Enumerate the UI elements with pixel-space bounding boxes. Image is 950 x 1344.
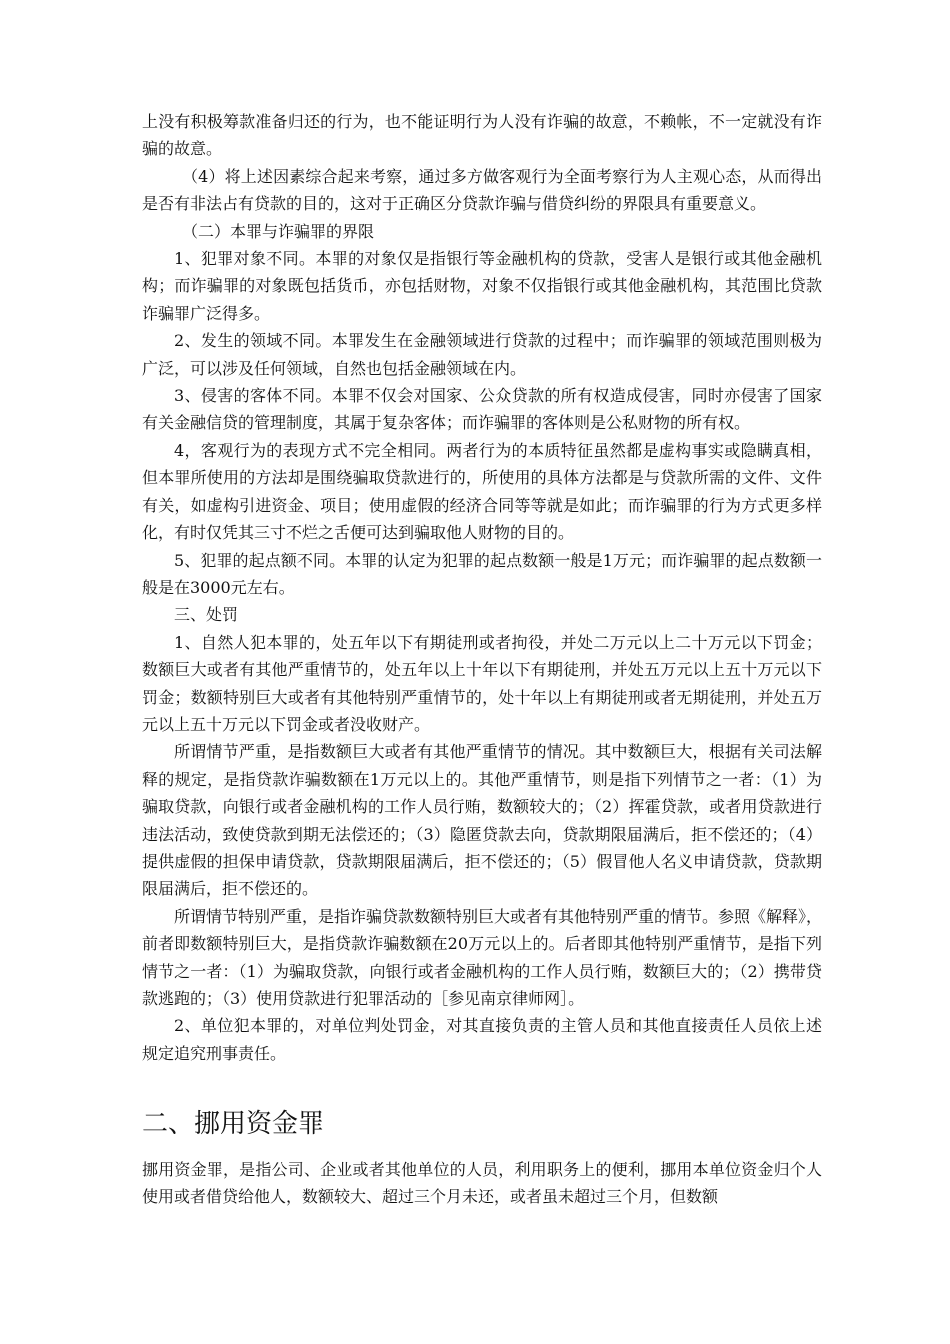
paragraph-punishment-natural-person: 1、自然人犯本罪的，处五年以下有期徒刑或者拘役，并处二万元以上二十万元以下罚金；数额巨大或者有其他严重情节的，处五年以上十年以下有期徒刑，并处五万元以上五十万元以下罚金；数额特别巨大或者有其他特别严重情节的，处十年以上有期徒刑或者无期徒刑，并处五万元以上五十万元以下罚金或者没收财产。 [142, 632, 822, 734]
section-body [142, 1156, 822, 1211]
paragraph-especially-serious-circumstances: 所谓情节特别严重，是指诈骗贷款数额特别巨大或者有其他特别严重的情节。参照《解释》，前者即数额特别巨大，是指贷款诈骗数额在20万元以上的。后者即其他特别严重情节，是指下列情节之一者：（1）为骗取贷款，向银行或者金融机构的工作人员行贿，数额巨大的；（2）携带贷款逃跑的；（3）使用贷款进行犯罪活动的［参见南京律师网］。 [142, 906, 823, 1008]
paragraph-difference-4: 4，客观行为的表现方式不完全相同。两者行为的本质特征虽然都是虚构事实或隐瞒真相，但本罪所使用的方法却是围绕骗取贷款进行的，所使用的具体方法都是与贷款所需的文件、文件有关，如虚构引进资金、项目；使用虚假的经济合同等等就是如此；而诈骗罪的行为方式更多样化，有时仅凭其三寸不烂之舌便可达到骗取他人财物的目的。 [142, 440, 822, 543]
paragraph-punishment-unit: 2、单位犯本罪的，对单位判处罚金，对其直接负责的主管人员和其他直接责任人员依上述规定追究刑事责任。 [142, 1016, 822, 1063]
subheading-distinction-fraud: （二）本罪与诈骗罪的界限 [182, 221, 375, 241]
paragraph-continuation: 上没有积极筹款准备归还的行为，也不能证明行为人没有诈骗的故意，不赖帐，不一定就没有诈骗的故意。 [142, 112, 822, 159]
paragraph-difference-5: 5、犯罪的起点额不同。本罪的认定为犯罪的起点数额一般是1万元；而诈骗罪的起点数额一般是在3000元左右。 [142, 550, 822, 597]
paragraph-difference-1: 1、犯罪对象不同。本罪的对象仅是指银行等金融机构的贷款，受害人是银行或其他金融机构；而诈骗罪的对象既包括货币，亦包括财物，对象不仅指银行或其他金融机构，其范围比贷款诈骗罪广泛得多。 [142, 249, 822, 323]
document-body [142, 108, 822, 1067]
paragraph-point-4: （4）将上述因素综合起来考察，通过多方做客观行为全面考察行为人主观心态，从而得出是否有非法占有贷款的目的，这对于正确区分贷款诈骗与借贷纠纷的界限具有重要意义。 [142, 166, 822, 214]
paragraph-serious-circumstances: 所谓情节严重，是指数额巨大或者有其他严重情节的情况。其中数额巨大，根据有关司法解释的规定，是指贷款诈骗数额在1万元以上的。其他严重情节，则是指下列情节之一者：（1）为骗取贷款，向银行或者金融机构的工作人员行贿，数额较大的；（2）挥霍贷款，或者用贷款进行违法活动，致使贷款到期无法偿还的；（3）隐匿贷款去向，贷款期限届满后，拒不偿还的；（4）提供虚假的担保申请贷款，贷款期限届满后，拒不偿还的；（5）假冒他人名义申请贷款，贷款期限届满后，拒不偿还的。 [142, 742, 822, 899]
paragraph-difference-3: 3、侵害的客体不同。本罪不仅会对国家、公众贷款的所有权造成侵害，同时亦侵害了国家有关金融信贷的管理制度，其属于复杂客体；而诈骗罪的客体则是公私财物的所有权。 [142, 386, 822, 433]
section-heading: 二、挪用资金罪 [142, 1109, 325, 1139]
subheading-punishment: 三、处罚 [174, 605, 239, 625]
section-intro-paragraph: 挪用资金罪，是指公司、企业或者其他单位的人员，利用职务上的便利，挪用本单位资金归个人使用或者借贷给他人，数额较大、超过三个月未还，或者虽未超过三个月，但数额 [142, 1160, 822, 1207]
paragraph-difference-2: 2、发生的领域不同。本罪发生在金融领域进行贷款的过程中；而诈骗罪的领域范围则极为广泛，可以涉及任何领域，自然也包括金融领域在内。 [142, 331, 822, 378]
